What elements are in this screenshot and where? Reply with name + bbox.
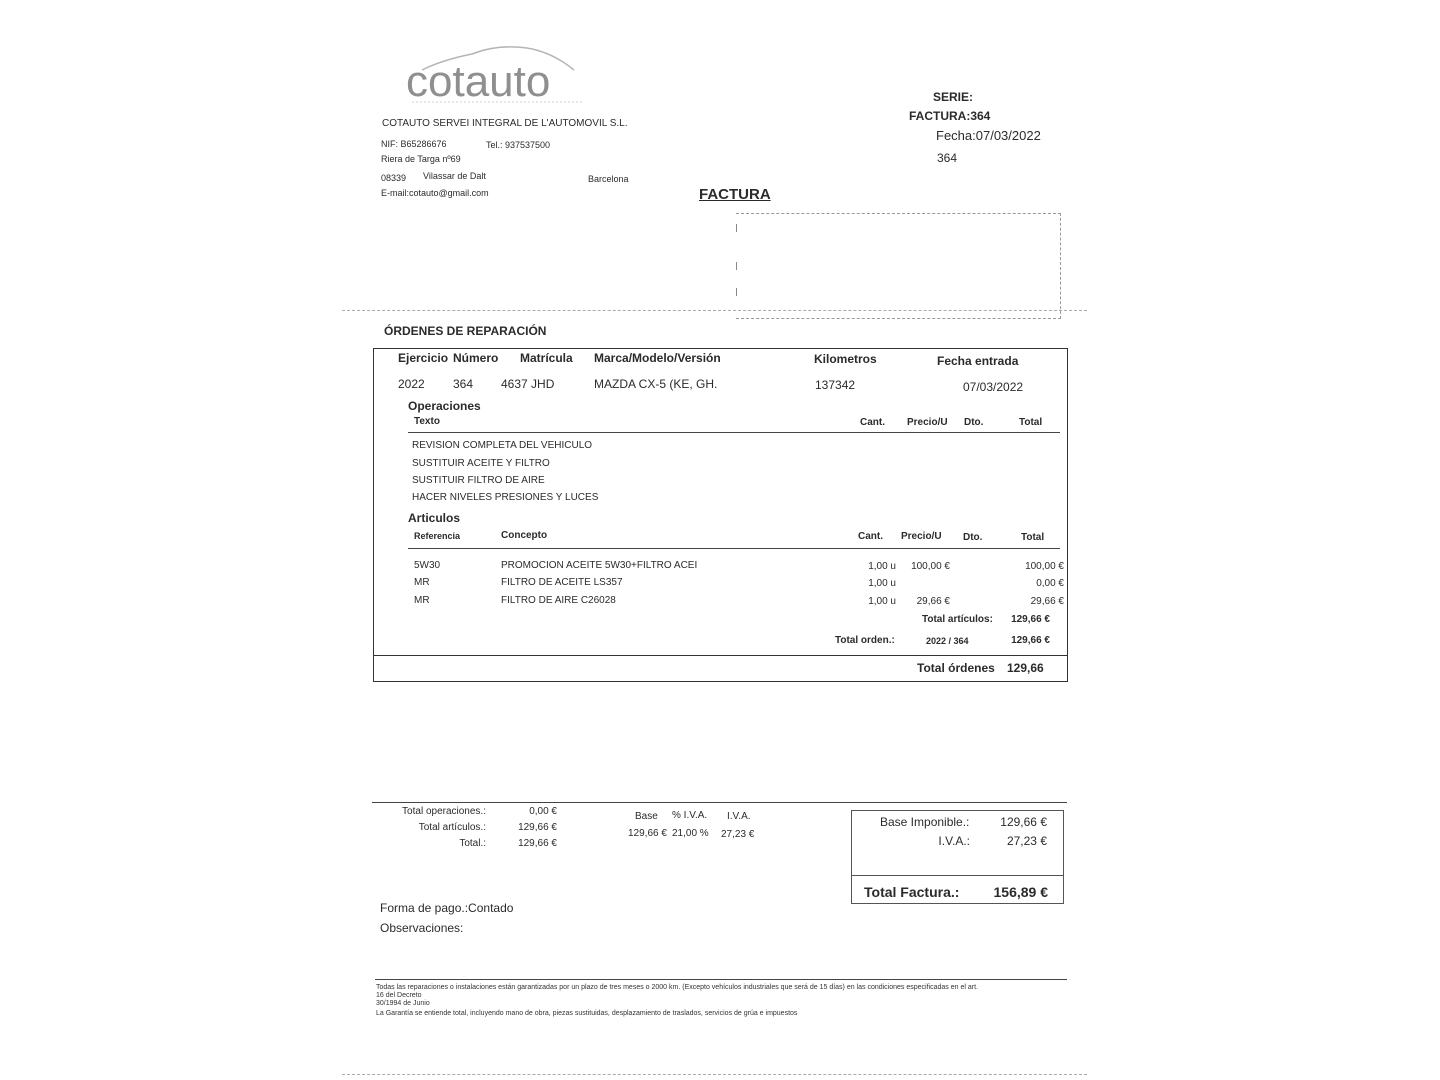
order-marca: MAZDA CX-5 (KE, GH.: [594, 377, 718, 391]
art-col-dto: Dto.: [963, 532, 983, 543]
iva-col-iva: I.V.A.: [727, 811, 751, 822]
factura-number: FACTURA:364: [909, 109, 991, 123]
article-ref: MR: [414, 577, 430, 588]
article-total: 29,66 €: [1030, 596, 1064, 607]
total-orden-label: Total orden.:: [835, 635, 895, 646]
section-divider: [342, 310, 1087, 311]
iva-col-pct: % I.V.A.: [672, 810, 708, 821]
col-ejercicio: Ejercicio: [398, 351, 449, 365]
summary-total-value: 129,66 €: [518, 838, 557, 849]
client-box-tick: [736, 262, 737, 270]
company-town: Vilassar de Dalt: [423, 171, 486, 181]
summary-articulos-value: 129,66 €: [518, 822, 557, 833]
total-ordenes-label: Total órdenes: [917, 661, 995, 675]
article-precio: 100,00 €: [911, 561, 950, 572]
client-address-box: [736, 213, 1061, 319]
disclaimer-line: La Garantía se entiende total, incluyendo mano de obra, piezas sustituidas, desplazamiento de traslados, servicios de grúa e impuestos: [376, 1010, 798, 1017]
summary-top-rule: [372, 802, 1067, 803]
iva-pct-value: 21,00 %: [672, 828, 709, 839]
iva-col-base: Base: [635, 811, 658, 822]
summary-articulos-label: Total artículos.:: [418, 822, 486, 833]
article-total: 100,00 €: [1025, 561, 1064, 572]
col-fecha-entrada: Fecha entrada: [937, 354, 1019, 368]
op-col-total: Total: [1019, 417, 1043, 428]
articulos-title: Articulos: [408, 511, 461, 525]
disclaimer-line: Todas las reparaciones o instalaciones están garantizadas por un plazo de tres meses o 2000 km. (Excepto vehículos industriales que será de 15 días) en las condiciones especificadas en el art.: [376, 984, 978, 991]
invoice-date: Fecha:07/03/2022: [936, 128, 1041, 143]
company-city: Barcelona: [588, 174, 629, 184]
serie-label: SERIE:: [933, 90, 974, 104]
total-articulos-value: 129,66 €: [1011, 614, 1050, 625]
article-total: 0,00 €: [1036, 578, 1064, 589]
company-address: Riera de Targa nº69: [381, 154, 461, 164]
iva-base-value: 129,66 €: [628, 828, 667, 839]
invoice-number-secondary: 364: [937, 151, 958, 165]
order-matricula: 4637 JHD: [501, 377, 555, 391]
summary-operaciones-label: Total operaciones.:: [402, 806, 486, 817]
op-col-dto: Dto.: [964, 417, 984, 428]
art-col-ref: Referencia: [414, 531, 461, 541]
art-col-cant: Cant.: [858, 531, 883, 542]
logo-text: cotauto: [406, 57, 551, 106]
company-tel: Tel.: 937537500: [486, 140, 551, 150]
totals-divider: [851, 875, 1064, 876]
col-km: Kilometros: [814, 352, 877, 366]
order-km: 137342: [815, 378, 856, 392]
base-imponible-value: 129,66 €: [1000, 815, 1047, 829]
operation-item: HACER NIVELES PRESIONES Y LUCES: [412, 492, 599, 503]
col-numero: Número: [453, 351, 499, 365]
summary-operaciones-value: 0,00 €: [529, 806, 557, 817]
article-cant: 1,00 u: [868, 596, 896, 607]
col-marca: Marca/Modelo/Versión: [594, 351, 721, 365]
article-cant: 1,00 u: [868, 561, 896, 572]
operation-item: SUSTITUIR FILTRO DE AIRE: [412, 475, 545, 486]
summary-total-label: Total.:: [459, 838, 486, 849]
document-title: FACTURA: [699, 186, 771, 203]
article-ref: 5W30: [414, 560, 441, 571]
company-logo: [402, 42, 592, 106]
company-email: E-mail:cotauto@gmail.com: [381, 188, 489, 198]
art-col-precio: Precio/U: [901, 531, 942, 542]
order-fecha: 07/03/2022: [963, 380, 1024, 394]
iva-total-value: 27,23 €: [1006, 834, 1047, 848]
article-cant: 1,00 u: [868, 578, 896, 589]
page-bottom-divider: [342, 1074, 1087, 1075]
client-box-tick: [736, 224, 737, 232]
op-col-precio: Precio/U: [907, 417, 948, 428]
iva-total-label: I.V.A.:: [938, 834, 970, 848]
article-ref: MR: [414, 595, 430, 606]
client-box-tick: [736, 288, 737, 296]
operation-item: SUSTITUIR ACEITE Y FILTRO: [412, 458, 550, 469]
disclaimer-line: 30/1994 de Junio: [376, 1000, 430, 1007]
operaciones-title: Operaciones: [408, 399, 481, 413]
art-col-total: Total: [1021, 532, 1045, 543]
article-concepto: FILTRO DE ACEITE LS357: [501, 577, 623, 588]
total-factura-label: Total Factura.:: [864, 884, 960, 900]
total-factura-value: 156,89 €: [993, 884, 1048, 900]
art-header-rule: [408, 548, 1060, 549]
base-imponible-label: Base Imponible.:: [880, 815, 970, 829]
article-concepto: PROMOCION ACEITE 5W30+FILTRO ACEI: [501, 560, 698, 571]
total-ordenes-value: 129,66: [1007, 661, 1044, 675]
col-matricula: Matrícula: [520, 351, 573, 365]
op-header-rule: [408, 432, 1060, 433]
order-numero: 364: [453, 377, 474, 391]
orders-section-title: ÓRDENES DE REPARACIÓN: [384, 324, 547, 338]
order-ejercicio: 2022: [398, 377, 425, 391]
total-orden-value: 129,66 €: [1011, 635, 1050, 646]
article-concepto: FILTRO DE AIRE C26028: [501, 595, 616, 606]
iva-amount-value: 27,23 €: [721, 829, 755, 840]
disclaimer-line: 16 del Decreto: [376, 992, 422, 999]
orders-total-divider: [373, 655, 1068, 656]
operation-item: REVISION COMPLETA DEL VEHICULO: [412, 440, 593, 451]
forma-pago: Forma de pago.:Contado: [380, 901, 514, 915]
disclaimer-rule: [375, 979, 1067, 980]
article-precio: 29,66 €: [916, 596, 950, 607]
company-postal-code: 08339: [381, 173, 407, 183]
total-orden-ref: 2022 / 364: [926, 636, 969, 646]
company-name: COTAUTO SERVEI INTEGRAL DE L'AUTOMOVIL S.L.: [382, 118, 628, 129]
company-nif: NIF: B65286676: [381, 139, 447, 149]
op-col-texto: Texto: [414, 416, 440, 427]
observaciones: Observaciones:: [380, 921, 464, 935]
total-articulos-label: Total artículos:: [922, 614, 993, 625]
op-col-cant: Cant.: [860, 417, 885, 428]
art-col-concepto: Concepto: [501, 530, 548, 541]
